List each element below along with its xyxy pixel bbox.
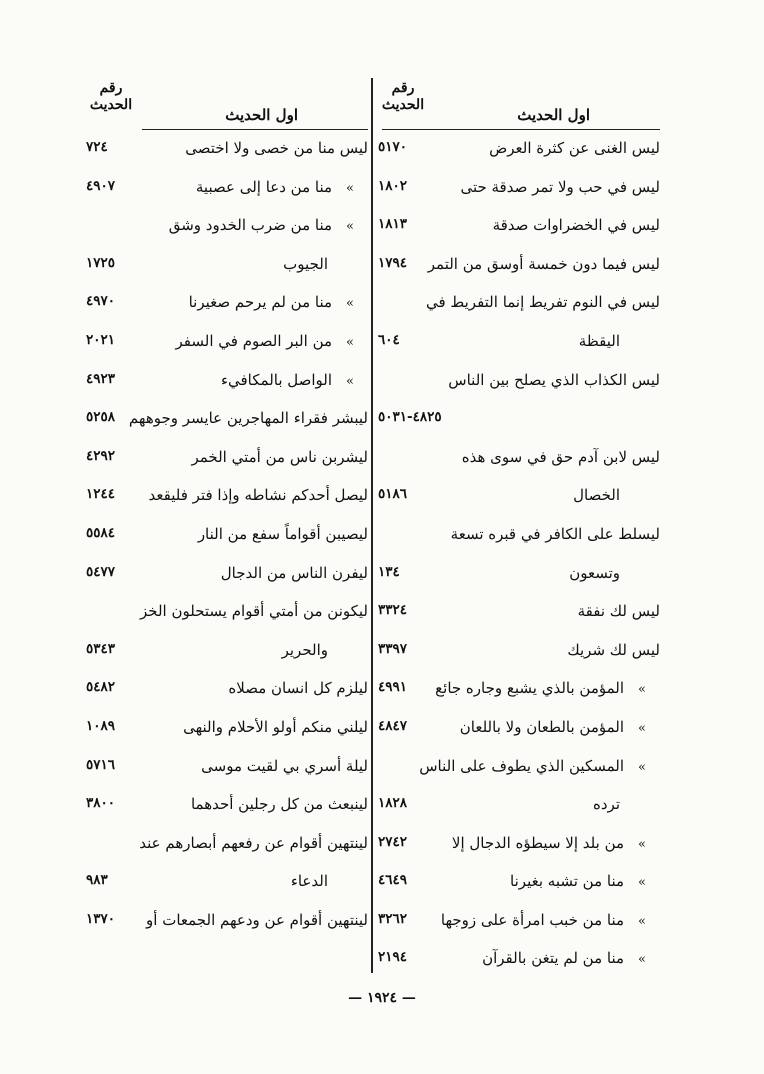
column-divider (371, 78, 373, 973)
hadith-beginning (139, 834, 368, 852)
hadith-number: ٤٢٩٢ (86, 447, 116, 464)
hadith-index-row (378, 863, 660, 902)
hadith-beginning (441, 911, 646, 929)
title-header: اول الحديث (517, 106, 590, 124)
ditto-mark: » (638, 682, 646, 698)
hadith-index-row (86, 593, 368, 632)
title-header: اول الحديث (225, 106, 298, 124)
hadith-index-row (86, 284, 368, 323)
hadith-text: منا من ضرب الخدود وشق (168, 216, 333, 235)
hadith-text: لينتهين أقوام عن رفعهم أبصارهم عند (139, 833, 368, 852)
hadith-text: ليس في الخضراوات صدقة (492, 216, 660, 235)
hadith-beginning (419, 757, 646, 775)
hadith-index-row (86, 400, 368, 439)
hadith-beginning (435, 679, 646, 697)
hadith-beginning (482, 949, 646, 967)
hadith-index-row (378, 902, 660, 941)
hadith-beginning (183, 718, 368, 736)
hadith-text: الدعاء (290, 872, 328, 891)
hadith-index-row (378, 362, 660, 401)
hadith-index-row (378, 207, 660, 246)
ditto-mark: » (638, 836, 646, 852)
hadith-text: لينتهين أقوام عن ودعهم الجمعات أو (146, 910, 368, 929)
hadith-beginning (510, 872, 646, 890)
hadith-text: منا من خبب امرأة على زوجها (440, 910, 625, 929)
right-column (378, 78, 660, 979)
hadith-number: ٤٦٤٩ (378, 872, 408, 889)
hadith-index-row (86, 516, 368, 555)
hadith-number: ٤٩٧٠ (86, 293, 116, 310)
hadith-beginning (493, 216, 660, 234)
hadith-index-row (378, 825, 660, 864)
hadith-index-row (378, 477, 660, 516)
hadith-index-row (378, 439, 660, 478)
hadith-index-row (378, 323, 660, 362)
hadith-beginning (191, 795, 368, 813)
hadith-text: ترده (593, 795, 620, 814)
hadith-index-row (378, 632, 660, 671)
hadith-beginning (189, 293, 354, 311)
hadith-beginning (221, 371, 354, 389)
hadith-index-row (86, 670, 368, 709)
hadith-index-row (378, 593, 660, 632)
hadith-index-row (86, 130, 368, 169)
hadith-text: ليكونن من أمتي أقوام يستحلون الخز (140, 602, 368, 621)
hadith-beginning (573, 486, 620, 504)
hadith-index-row (86, 748, 368, 787)
hadith-beginning (129, 409, 368, 427)
hadith-beginning (593, 795, 620, 813)
hadith-index-row (86, 902, 368, 941)
ditto-mark: » (638, 875, 646, 891)
hadith-text: ليس الكذاب الذي يصلح بين الناس (448, 370, 660, 389)
hadith-text: المسكين الذي يطوف على الناس (419, 756, 625, 775)
hadith-index-row (86, 632, 368, 671)
hadith-index-row (378, 246, 660, 285)
hadith-number: ٧٢٤ (86, 139, 108, 155)
hadith-text: الواصل بالمكافيء (220, 370, 333, 389)
hadith-beginning (201, 757, 368, 775)
hadith-beginning (569, 564, 620, 582)
hadith-text: ليس في حب ولا تمر صدقة حتى (460, 177, 660, 196)
hadith-index-row (378, 709, 660, 748)
hadith-index-row (86, 362, 368, 401)
number-header: رقم الحديث (89, 80, 133, 113)
hadith-index-row (86, 555, 368, 594)
hadith-beginning (452, 834, 646, 852)
hadith-number: ٩٨٣ (86, 872, 108, 889)
hadith-index-row (86, 786, 368, 825)
hadith-number: ١٣٧٠ (86, 910, 116, 927)
hadith-text: المؤمن بالذي يشبع وجاره جائع (435, 679, 625, 698)
hadith-number: ٥١٨٦ (378, 486, 408, 503)
hadith-text: ليصيبن أقواماً سفع من النار (197, 524, 368, 543)
hadith-text: منا من لم يتغن بالقرآن (482, 949, 625, 968)
hadith-index-row (86, 709, 368, 748)
hadith-beginning (460, 718, 646, 736)
hadith-text: الخصال (573, 486, 620, 505)
hadith-index-row (86, 246, 368, 285)
hadith-index-row (86, 477, 368, 516)
hadith-index-row (378, 284, 660, 323)
hadith-number: ٣٣٩٧ (378, 640, 408, 657)
hadith-number: ٥١٧٠ (378, 139, 408, 155)
hadith-index-row (378, 786, 660, 825)
ditto-mark: » (638, 759, 646, 775)
hadith-number: ١٨٢٨ (378, 795, 408, 812)
hadith-index-row (378, 130, 660, 169)
hadith-text: ليبشر فقراء المهاجرين عايسر وجوههم (128, 409, 368, 428)
ditto-mark: » (346, 334, 354, 350)
hadith-index-row (86, 863, 368, 902)
hadith-text: ليس لابن آدم حق في سوى هذه (461, 447, 660, 466)
hadith-index-row (378, 940, 660, 979)
left-column-header (86, 78, 368, 130)
hadith-number: ١٨١٣ (378, 216, 408, 233)
hadith-number: ٢٠٢١ (86, 331, 116, 348)
hadith-index-row (378, 748, 660, 787)
hadith-beginning (579, 332, 620, 350)
right-rows (378, 130, 660, 979)
hadith-text: ليصل أحدكم نشاطه وإذا فتر فليقعد (148, 486, 368, 505)
hadith-beginning (578, 602, 660, 620)
hadith-number: ١٧٢٥ (86, 254, 116, 271)
hadith-index-row (86, 825, 368, 864)
right-column-header (378, 78, 660, 130)
ditto-mark: » (346, 373, 354, 389)
hadith-text: والحرير (281, 640, 328, 659)
hadith-beginning (196, 178, 354, 196)
hadith-beginning (460, 178, 660, 196)
hadith-number: ١٢٤٤ (86, 486, 116, 503)
left-rows (86, 130, 368, 940)
hadith-beginning (282, 641, 328, 659)
hadith-number: ٤٩٢٣ (86, 370, 116, 387)
ditto-mark: » (638, 952, 646, 968)
hadith-beginning (567, 641, 660, 659)
left-column (86, 78, 368, 940)
ditto-mark: » (346, 296, 354, 312)
hadith-number: ٣٢٦٢ (378, 910, 408, 927)
hadith-number: ١٧٩٤ (378, 254, 408, 271)
hadith-beginning (451, 525, 660, 543)
hadith-number: ٣٣٢٤ (378, 602, 408, 619)
hadith-beginning (291, 872, 328, 890)
hadith-text: ليفرن الناس من الدجال (220, 563, 368, 582)
hadith-text: المؤمن بالطعان ولا باللعان (459, 717, 625, 736)
hadith-number: ٣٨٠٠ (86, 795, 116, 812)
hadith-index-row (86, 439, 368, 478)
hadith-beginning (462, 448, 660, 466)
hadith-text: ليلزم كل انسان مصلاه (228, 679, 368, 698)
hadith-text: ليس في النوم تفريط إنما التفريط في (425, 293, 660, 312)
hadith-text: ليس الغنى عن كثرة العرض (489, 139, 660, 157)
hadith-beginning (428, 255, 660, 273)
ditto-mark: » (346, 219, 354, 235)
hadith-text: ليس لك نفقة (577, 602, 660, 621)
hadith-text: لينبعث من كل رجلين أحدهما (190, 795, 368, 814)
hadith-number: ٥٤٧٧ (86, 563, 116, 580)
hadith-text: ليس لك شريك (567, 640, 660, 659)
hadith-beginning (140, 602, 368, 620)
hadith-text: ليلة أسري بي لقيت موسى (201, 756, 368, 775)
hadith-number: ٢١٩٤ (378, 949, 408, 966)
hadith-text: منا من لم يرحم صغيرنا (188, 293, 333, 312)
ditto-mark: » (638, 913, 646, 929)
hadith-number: ٥٢٥٨ (86, 409, 116, 426)
hadith-text: ليس فيما دون خمسة أوسق من التمر (427, 254, 660, 273)
hadith-text: ليسلط على الكافر في قبره تسعة (450, 524, 660, 543)
number-header: رقم الحديث (381, 80, 425, 113)
hadith-number: ٥٥٨٤ (86, 524, 116, 541)
hadith-beginning (489, 139, 660, 157)
hadith-index-row (378, 670, 660, 709)
hadith-number: ٤٩٠٧ (86, 177, 116, 194)
hadith-index-row (86, 323, 368, 362)
hadith-beginning (198, 525, 368, 543)
hadith-beginning (228, 679, 368, 697)
hadith-number: ٥٧١٦ (86, 756, 116, 773)
hadith-index-row (378, 400, 660, 439)
hadith-beginning (448, 371, 660, 389)
hadith-number: ١٠٨٩ (86, 717, 116, 734)
hadith-text: ليشربن ناس من أمتي الخمر (191, 447, 368, 466)
hadith-beginning (191, 448, 368, 466)
hadith-number: ٤٨٤٧ (378, 717, 408, 734)
page-number: — ١٩٢٤ — (348, 990, 416, 1006)
hadith-text: اليقظة (578, 331, 620, 350)
hadith-beginning (169, 216, 354, 234)
ditto-mark: » (346, 180, 354, 196)
hadith-number: ١٨٠٢ (378, 177, 408, 194)
hadith-index-row (86, 169, 368, 208)
hadith-index-row (86, 207, 368, 246)
hadith-index-row (378, 169, 660, 208)
hadith-text: منا من تشبه بغيرنا (510, 872, 625, 891)
hadith-text: ليس منا من خصى ولا اختصى (185, 139, 368, 157)
hadith-text: وتسعون (569, 563, 620, 582)
hadith-number: ٥٤٨٢ (86, 679, 116, 696)
hadith-number: ٥٣٤٣ (86, 640, 116, 657)
hadith-number: ٤٩٩١ (378, 679, 408, 696)
hadith-number: ٢٧٤٢ (378, 833, 408, 850)
hadith-text: من البر الصوم في السفر (175, 331, 333, 350)
hadith-beginning (146, 911, 368, 929)
hadith-text: منا من دعا إلى عصبية (195, 177, 333, 196)
hadith-beginning (426, 293, 660, 311)
hadith-beginning (176, 332, 354, 350)
hadith-beginning (149, 486, 368, 504)
hadith-text: الجيوب (283, 254, 328, 273)
hadith-index-row (378, 555, 660, 594)
hadith-number: ٦٠٤ (378, 331, 400, 348)
hadith-beginning (185, 139, 368, 157)
hadith-text: من بلد إلا سيطؤه الدجال إلا (451, 833, 625, 852)
ditto-mark: » (638, 720, 646, 736)
hadith-beginning (221, 564, 368, 582)
hadith-index-row (378, 516, 660, 555)
hadith-beginning (283, 255, 328, 273)
hadith-text: ليلني منكم أولو الأحلام والنهى (183, 717, 368, 736)
hadith-number: ١٣٤ (378, 563, 400, 580)
hadith-number: ٤٨٢٥-٥٠٣١ (378, 409, 442, 426)
